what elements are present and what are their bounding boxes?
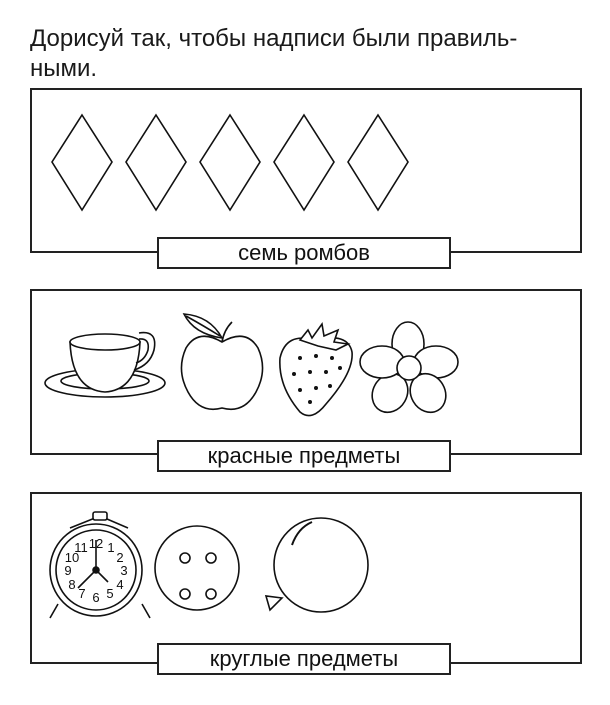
clock-number: 7 (78, 586, 86, 601)
clock-number: 3 (120, 563, 128, 578)
instruction-line: Дорисуй так, чтобы надписи были правиль- ными. (30, 25, 518, 82)
clock-number: 9 (64, 563, 72, 578)
clock-number: 8 (68, 577, 76, 592)
clock-number: 10 (64, 550, 80, 565)
task-label-red-objects: красные предметы (157, 440, 451, 472)
clock-number: 4 (116, 577, 124, 592)
button-icon (155, 526, 239, 610)
clock-number: 11 (74, 540, 88, 555)
balloon-icon (266, 518, 368, 612)
clock-number: 5 (106, 586, 114, 601)
clock-number: 1 (107, 540, 115, 555)
clock-number: 6 (92, 590, 100, 605)
task-label-round-objects: круглые предметы (157, 643, 451, 675)
clock-number: 2 (116, 550, 124, 565)
clock-number: 12 (88, 536, 104, 551)
task-label-rhombuses: семь ромбов (157, 237, 451, 269)
